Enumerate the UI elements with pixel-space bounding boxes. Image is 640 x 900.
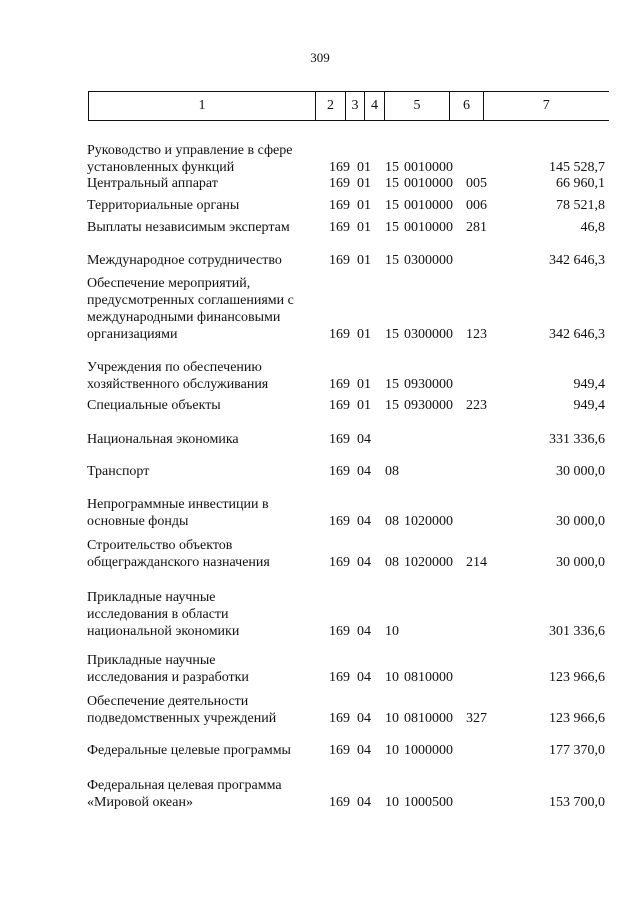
- row-amount: 30 000,0: [556, 555, 605, 570]
- row-name: [87, 431, 327, 448]
- row-section: 04: [357, 555, 371, 570]
- row-amount: 145 528,7: [549, 160, 605, 175]
- row-article: 0810000: [404, 711, 453, 726]
- row-expense-type: 005: [466, 176, 487, 191]
- row-name-line: Федеральные целевые программы: [87, 743, 291, 758]
- row-expense-type: 214: [466, 555, 487, 570]
- row-name: [87, 742, 327, 759]
- row-name-line: Руководство и управление в сфере: [87, 143, 293, 158]
- row-name-line: Специальные объекты: [87, 398, 221, 413]
- row-name: [87, 252, 327, 269]
- row-name-line: «Мировой океан»: [87, 795, 193, 810]
- row-article: 0010000: [404, 198, 453, 213]
- row-subsection: 15: [385, 198, 399, 213]
- row-section: 01: [357, 327, 371, 342]
- row-code: 169: [329, 514, 350, 529]
- row-code: 169: [329, 555, 350, 570]
- row-subsection: 15: [385, 327, 399, 342]
- row-subsection: 08: [385, 555, 399, 570]
- row-code: 169: [329, 398, 350, 413]
- row-expense-type: 327: [466, 711, 487, 726]
- row-name-line: Территориальные органы: [87, 198, 240, 213]
- row-expense-type: 123: [466, 327, 487, 342]
- row-amount: 949,4: [573, 377, 605, 392]
- row-subsection: 10: [385, 624, 399, 639]
- row-code: 169: [329, 176, 350, 191]
- row-name-line: Строительство объектов: [87, 538, 233, 553]
- row-section: 04: [357, 670, 371, 685]
- header-col-2: 2: [316, 92, 346, 121]
- row-name-line: Транспорт: [87, 464, 150, 479]
- row-article: 0930000: [404, 377, 453, 392]
- row-name: [87, 397, 327, 414]
- row-name-line: установленных функций: [87, 160, 235, 175]
- row-article: 1000000: [404, 743, 453, 758]
- row-code: 169: [329, 711, 350, 726]
- row-section: 04: [357, 624, 371, 639]
- row-amount: 949,4: [573, 398, 605, 413]
- row-name: [87, 693, 327, 727]
- row-amount: 46,8: [580, 220, 605, 235]
- row-article: 0810000: [404, 670, 453, 685]
- row-name-line: Национальная экономика: [87, 432, 239, 447]
- row-subsection: 15: [385, 253, 399, 268]
- row-amount: 177 370,0: [549, 743, 605, 758]
- row-name: [87, 219, 327, 236]
- row-name-line: исследования и разработки: [87, 670, 249, 685]
- row-name: [87, 537, 327, 571]
- row-section: 04: [357, 432, 371, 447]
- row-amount: 342 646,3: [549, 327, 605, 342]
- row-code: 169: [329, 220, 350, 235]
- row-code: 169: [329, 377, 350, 392]
- row-section: 01: [357, 220, 371, 235]
- row-code: 169: [329, 253, 350, 268]
- row-code: 169: [329, 198, 350, 213]
- row-amount: 342 646,3: [549, 253, 605, 268]
- row-name-line: исследования в области: [87, 607, 229, 622]
- row-amount: 66 960,1: [556, 176, 605, 191]
- row-section: 01: [357, 198, 371, 213]
- row-article: 1020000: [404, 514, 453, 529]
- row-name-line: Обеспечение деятельности: [87, 694, 249, 709]
- row-subsection: 15: [385, 377, 399, 392]
- row-name: [87, 275, 327, 343]
- column-header-table: [88, 91, 609, 121]
- row-subsection: 08: [385, 514, 399, 529]
- row-subsection: 15: [385, 220, 399, 235]
- row-name-line: предусмотренных соглашениями с: [87, 293, 294, 308]
- row-name-line: основные фонды: [87, 514, 189, 529]
- row-expense-type: 223: [466, 398, 487, 413]
- header-col-3: 3: [346, 92, 365, 121]
- row-section: 01: [357, 253, 371, 268]
- header-col-5: 5: [385, 92, 450, 121]
- row-name-line: международными финансовыми: [87, 310, 281, 325]
- row-name-line: хозяйственного обслуживания: [87, 377, 269, 392]
- row-subsection: 15: [385, 176, 399, 191]
- row-expense-type: 281: [466, 220, 487, 235]
- row-subsection: 08: [385, 464, 399, 479]
- row-subsection: 10: [385, 795, 399, 810]
- row-section: 01: [357, 377, 371, 392]
- row-amount: 30 000,0: [556, 514, 605, 529]
- row-code: 169: [329, 743, 350, 758]
- row-name-line: общегражданского назначения: [87, 555, 270, 570]
- row-amount: 301 336,6: [549, 624, 605, 639]
- row-name: [87, 175, 327, 192]
- row-name: [87, 652, 327, 686]
- row-code: 169: [329, 624, 350, 639]
- row-expense-type: 006: [466, 198, 487, 213]
- header-col-4: 4: [365, 92, 385, 121]
- row-section: 04: [357, 743, 371, 758]
- row-name: [87, 142, 327, 176]
- row-name-line: Обеспечение мероприятий,: [87, 276, 251, 291]
- row-code: 169: [329, 432, 350, 447]
- row-code: 169: [329, 327, 350, 342]
- row-name-line: Прикладные научные: [87, 590, 216, 605]
- row-subsection: 10: [385, 711, 399, 726]
- row-subsection: 15: [385, 398, 399, 413]
- row-article: 1000500: [404, 795, 453, 810]
- row-name: [87, 589, 327, 640]
- row-name-line: Федеральная целевая программа: [87, 778, 282, 793]
- row-section: 04: [357, 795, 371, 810]
- row-amount: 123 966,6: [549, 711, 605, 726]
- row-name-line: Международное сотрудничество: [87, 253, 282, 268]
- row-amount: 30 000,0: [556, 464, 605, 479]
- row-name-line: Прикладные научные: [87, 653, 216, 668]
- header-col-1: 1: [89, 92, 316, 121]
- row-name-line: Центральный аппарат: [87, 176, 218, 191]
- header-col-6: 6: [450, 92, 484, 121]
- row-name: [87, 359, 327, 393]
- row-subsection: 15: [385, 160, 399, 175]
- row-article: 0300000: [404, 327, 453, 342]
- row-section: 01: [357, 398, 371, 413]
- row-name-line: Выплаты независимым экспертам: [87, 220, 290, 235]
- row-article: 1020000: [404, 555, 453, 570]
- row-section: 04: [357, 711, 371, 726]
- row-name: [87, 777, 327, 811]
- row-name: [87, 197, 327, 214]
- page-number: 309: [310, 50, 330, 65]
- row-name: [87, 463, 327, 480]
- row-subsection: 10: [385, 670, 399, 685]
- row-code: 169: [329, 160, 350, 175]
- row-amount: 123 966,6: [549, 670, 605, 685]
- header-col-7: 7: [484, 92, 609, 121]
- row-amount: 78 521,8: [556, 198, 605, 213]
- row-section: 04: [357, 464, 371, 479]
- row-article: 0010000: [404, 176, 453, 191]
- row-name-line: организациями: [87, 327, 178, 342]
- row-article: 0010000: [404, 160, 453, 175]
- row-name-line: Непрограммные инвестиции в: [87, 497, 269, 512]
- row-name-line: национальной экономики: [87, 624, 240, 639]
- row-subsection: 10: [385, 743, 399, 758]
- row-name-line: Учреждения по обеспечению: [87, 360, 262, 375]
- row-section: 01: [357, 176, 371, 191]
- row-article: 0930000: [404, 398, 453, 413]
- row-code: 169: [329, 670, 350, 685]
- row-article: 0300000: [404, 253, 453, 268]
- row-amount: 331 336,6: [549, 432, 605, 447]
- row-code: 169: [329, 464, 350, 479]
- row-article: 0010000: [404, 220, 453, 235]
- row-name-line: подведомственных учреждений: [87, 711, 277, 726]
- row-section: 04: [357, 514, 371, 529]
- row-amount: 153 700,0: [549, 795, 605, 810]
- row-name: [87, 496, 327, 530]
- row-section: 01: [357, 160, 371, 175]
- row-code: 169: [329, 795, 350, 810]
